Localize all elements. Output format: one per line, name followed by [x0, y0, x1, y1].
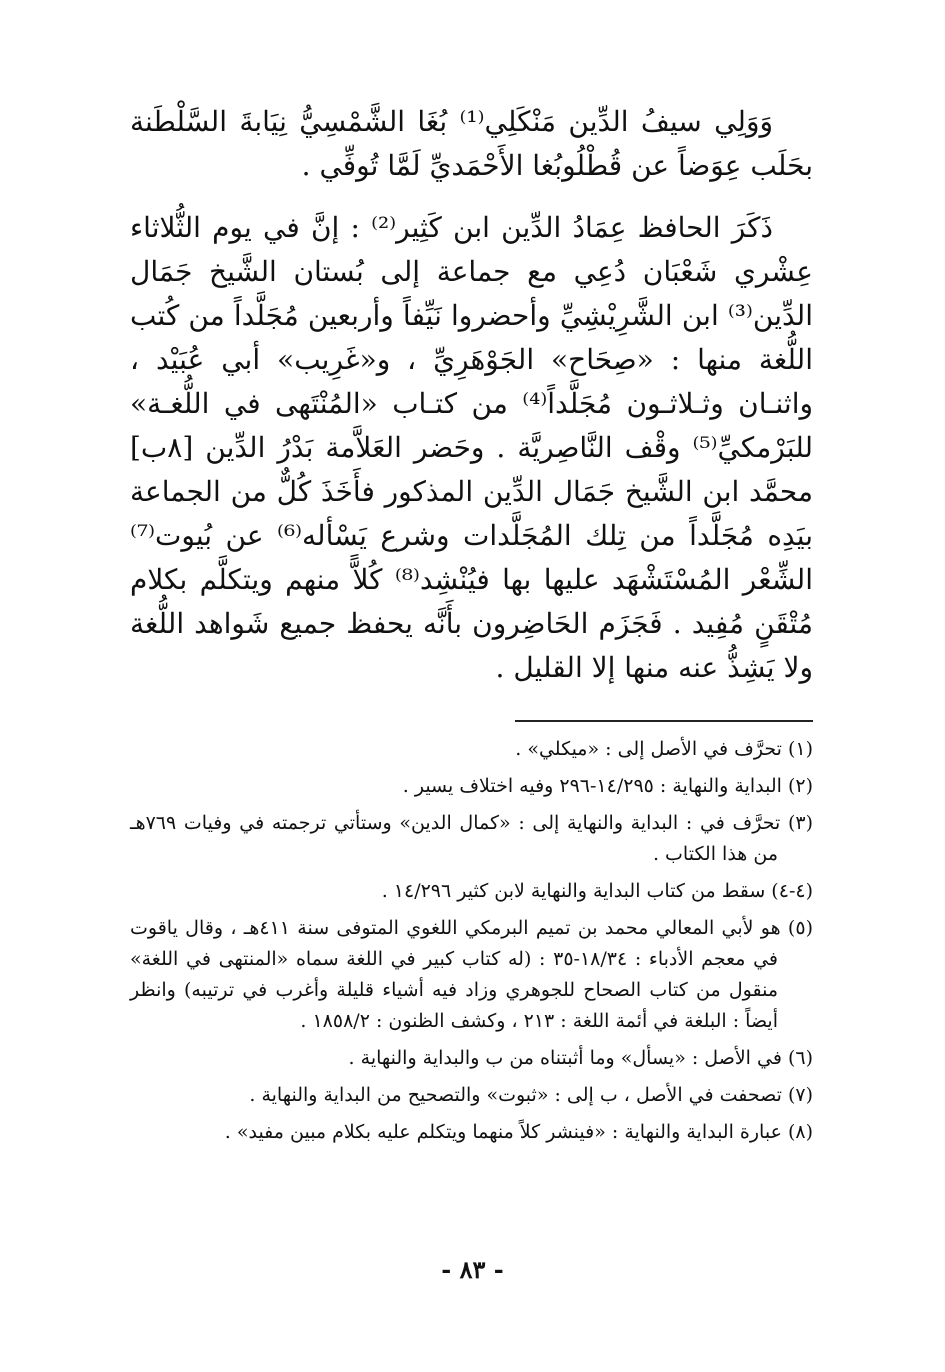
footnotes: [130, 734, 813, 1154]
footnote-5: (٥) هو لأبي المعالي محمد بن تميم البرمكي اللغوي المتوفى سنة ٤١١هـ ، وقال ياقوت في معجم الأدباء : ١٨/٣٤-٣٥ : (له كتاب كبير في اللغة سماه «المنتهى في اللغة» منقول من كتاب الصحاح للجوهري وزاد فيه أشياء قليلة وأغرب في ترتيبه) وانظر أيضاً : البلغة في أئمة اللغة : ٢١٣ ، وكشف الظنون : ١٨٥٨/٢ .: [130, 917, 813, 1032]
main-text: [130, 100, 813, 708]
footnote-2: (٢) البداية والنهاية : ١٤/٢٩٥-٢٩٦ وفيه اختلاف يسير .: [402, 775, 813, 797]
footnote-6: (٦) في الأصل : «يسأل» وما أثبتناه من ب والبداية والنهاية .: [348, 1047, 813, 1069]
footnote-7: (٧) تصحفت في الأصل ، ب إلى : «ثبوت» والتصحيح من البداية والنهاية .: [249, 1084, 813, 1106]
paragraph-2: ذَكَرَ الحافظ عِمَادُ الدِّين ابن كَثِير⁽²⁾ : إنَّ في يوم الثُّلاثاء عِشْري شَعْبَان دُعِي مع جماعة إلى بُستان الشَّيخ جَمَال الدِّين⁽³⁾ ابن الشَّرِيْشِيِّ وأحضروا نَيِّفاً وأربعين مُجَلَّداً من كُتب اللُّغة منها : «صِحَاح» الجَوْهَرِيِّ ، و«غَرِيب» أبي عُبَيْد ، واثنـان وثـلاثـون مُجَلَّداً⁽⁴⁾ من كتـاب «المُنْتَهى في اللُّغـة» للبَرْمكيِّ⁽⁵⁾ وقْف النَّاصِريَّة . وحَضر العَلاَّمة بَدْرُ الدِّين [٨ب] محمَّد ابن الشَّيخ جَمَال الدِّين المذكور فأَخَذَ كُلٌّ من الجماعة بيَدِه مُجَلَّداً من تِلك المُجَلَّدات وشرع يَسْأله⁽⁶⁾ عن بُيوت⁽⁷⁾ الشِّعْر المُسْتَشْهَد عليها بها فيُنْشِد⁽⁸⁾ كُلاًّ منهم ويتكلَّم بكلام مُتْقَنٍ مُفِيد . فَجَزَم الحَاضِرون بأَنَّه يحفظ جميع شَواهد اللُّغة ولا يَشِذُّ عنه منها إلا القليل .: [130, 211, 813, 684]
footnote-separator: [515, 720, 813, 722]
footnote-4: (٤-٤) سقط من كتاب البداية والنهاية لابن كثير ١٤/٢٩٦ .: [381, 880, 813, 902]
page-number: - ٨٣ -: [441, 1255, 504, 1284]
footnote-3: (٣) تحرَّف في : البداية والنهاية إلى : «كمال الدين» وستأتي ترجمته في وفيات ٧٦٩هـ من هذا الكتاب .: [130, 812, 813, 865]
footnote-8: (٨) عبارة البداية والنهاية : «فينشر كلاً منهما ويتكلم عليه بكلام مبين مفيد» .: [224, 1121, 813, 1143]
footnote-1: (١) تحرَّف في الأصل إلى : «ميكلي» .: [515, 738, 813, 760]
paragraph-1: وَوَلِي سيفُ الدِّين مَنْكَلِي⁽¹⁾ بُغَا الشَّمْسِيُّ نِيَابةَ السَّلْطَنة بحَلَب عِوَضاً عن قُطْلُوبُغا الأَحْمَديِّ لَمَّا تُوفِّي .: [130, 105, 813, 182]
